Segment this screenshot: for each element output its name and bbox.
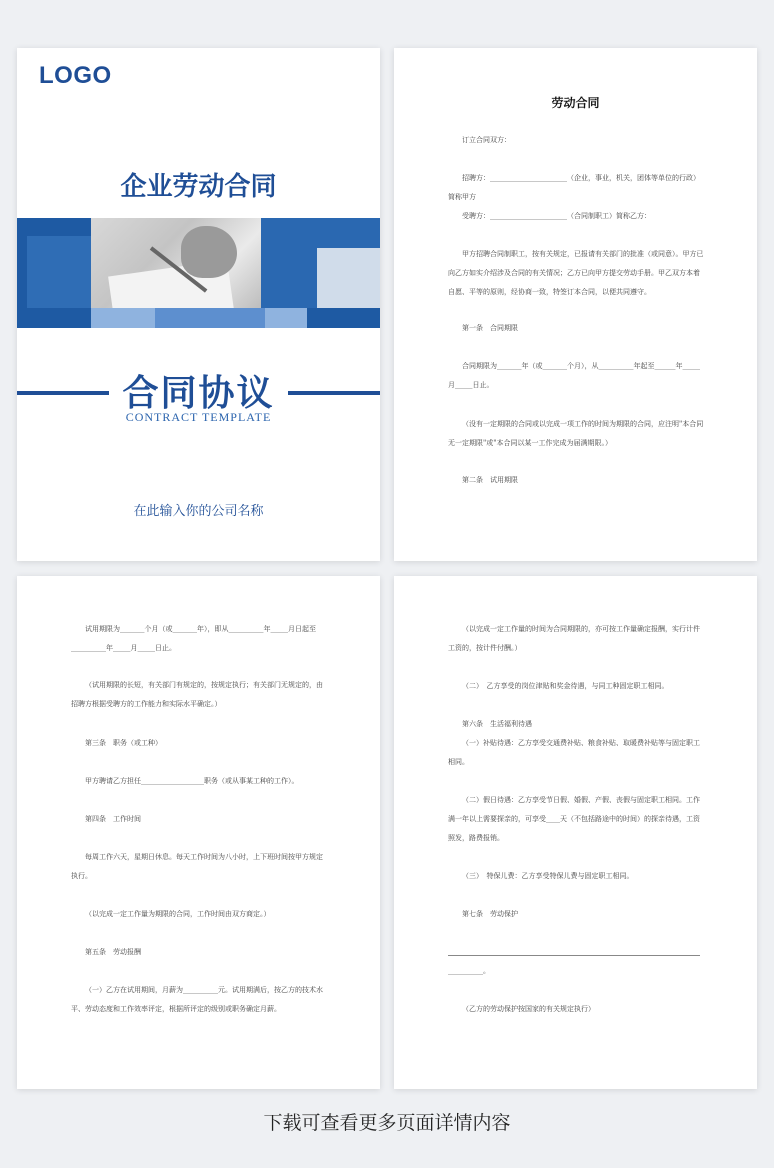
banner-block — [317, 248, 380, 308]
paragraph: 试用期限为_______个月（或_______年），即从__________年_____月日起至__________年_____月_____日止。 — [71, 625, 316, 652]
company-name: 在此输入你的公司名称 — [133, 504, 264, 519]
section-heading: 第三条 职务（或工种） — [85, 739, 162, 747]
paragraph: （二） 乙方享受的岗位津贴和奖金待遇，与同工种固定职工相同。 — [462, 682, 669, 690]
contract-page-3 — [394, 576, 757, 1089]
paragraph: （以完成一定工作量的时间为合同期限的，亦可按工作量确定报酬，实行计件工资的，按计件付酬。） — [448, 625, 700, 652]
paragraph: 甲方聘请乙方担任__________________职务（或从事某工种的工作）。 — [85, 777, 299, 785]
cover-page — [17, 48, 380, 561]
paragraph: （以完成一定工作量为期限的合同，工作时间由双方商定。） — [85, 910, 271, 918]
section-heading: 第四条 工作时间 — [85, 815, 141, 823]
paragraph: （一）乙方在试用期间，月薪为__________元。试用期满后，按乙方的技术水平、劳动态度和工作效率评定，根据所评定的级别或职务确定月薪。 — [71, 986, 323, 1013]
paragraph: （三） 特保儿费：乙方享受特保儿费与固定职工相同。 — [462, 872, 634, 880]
section-heading: 第五条 劳动报酬 — [85, 948, 141, 956]
contract-page-1 — [394, 48, 757, 561]
writing-hand-photo — [91, 218, 261, 308]
paragraph: 受聘方：______________________（合同制职工）简称乙方： — [462, 212, 651, 220]
paragraph: （试用期限的长短，有关部门有规定的，按规定执行；有关部门无规定的，由招聘方根据受聘方的工作能力和实际水平确定。） — [71, 681, 323, 708]
paragraph: 甲方招聘合同制职工，按有关规定，已报请有关部门的批准（或同意）。甲方已向乙方如实介绍涉及合同的有关情况；乙方已向甲方提交劳动手册。甲乙双方本着自愿、平等的原则，经协商一致，特签订本合同，以便共同遵守。 — [448, 250, 704, 296]
contract-page-2 — [17, 576, 380, 1089]
doc-title: 劳动合同 — [551, 96, 600, 110]
banner-block — [27, 236, 91, 308]
paragraph: （没有一定期限的合同或以完成一项工作的时间为期限的合同，应注明"本合同无一定期限"或"本合同以某一工作完成为届满期限。） — [448, 420, 704, 447]
banner-strip — [307, 308, 380, 328]
banner-strip — [155, 308, 265, 328]
hand-shape — [181, 226, 237, 278]
paragraph: 合同期限为_______年（或_______个月），从__________年起至______年_____月_____日止。 — [448, 362, 700, 389]
paragraph: 订立合同双方： — [462, 136, 511, 144]
logo: LOGO — [39, 62, 112, 89]
section-heading: 第七条 劳动保护 — [462, 910, 518, 918]
section-heading: 第六条 生活福利待遇 — [462, 720, 532, 728]
section-heading: 第二条 试用期限 — [462, 476, 518, 484]
paragraph: 每周工作六天，星期日休息。每天工作时间为八小时，上下班时间按甲方规定执行。 — [71, 853, 323, 880]
paragraph: 招聘方：______________________（企业，事业，机关，团体等单位的行政）简称甲方 — [448, 174, 700, 201]
banner-strip — [17, 308, 91, 328]
blank-line — [448, 955, 700, 956]
paragraph: （乙方的劳动保护按国家的有关规定执行） — [462, 1005, 595, 1013]
cover-title: 企业劳动合同 — [120, 172, 277, 202]
caption: 下载可查看更多页面详情内容 — [263, 1112, 511, 1134]
agreement-heading: 合同协议 — [122, 373, 275, 414]
cover-banner-image — [17, 218, 380, 328]
paragraph: __________。 — [448, 967, 490, 975]
template-subtitle: CONTRACT TEMPLATE — [125, 410, 272, 424]
paragraph: （一）补贴待遇：乙方享受交通费补贴、粮食补贴、取暖费补贴等与固定职工相同。 — [448, 739, 700, 766]
paragraph: （二）假日待遇：乙方享受节日假、婚假、产假、丧假与固定职工相同。工作满一年以上需要探亲的，可享受____天（不包括路途中的时间）的探亲待遇，工资照发，路费报销。 — [448, 796, 700, 842]
section-heading: 第一条 合同期限 — [462, 324, 518, 332]
